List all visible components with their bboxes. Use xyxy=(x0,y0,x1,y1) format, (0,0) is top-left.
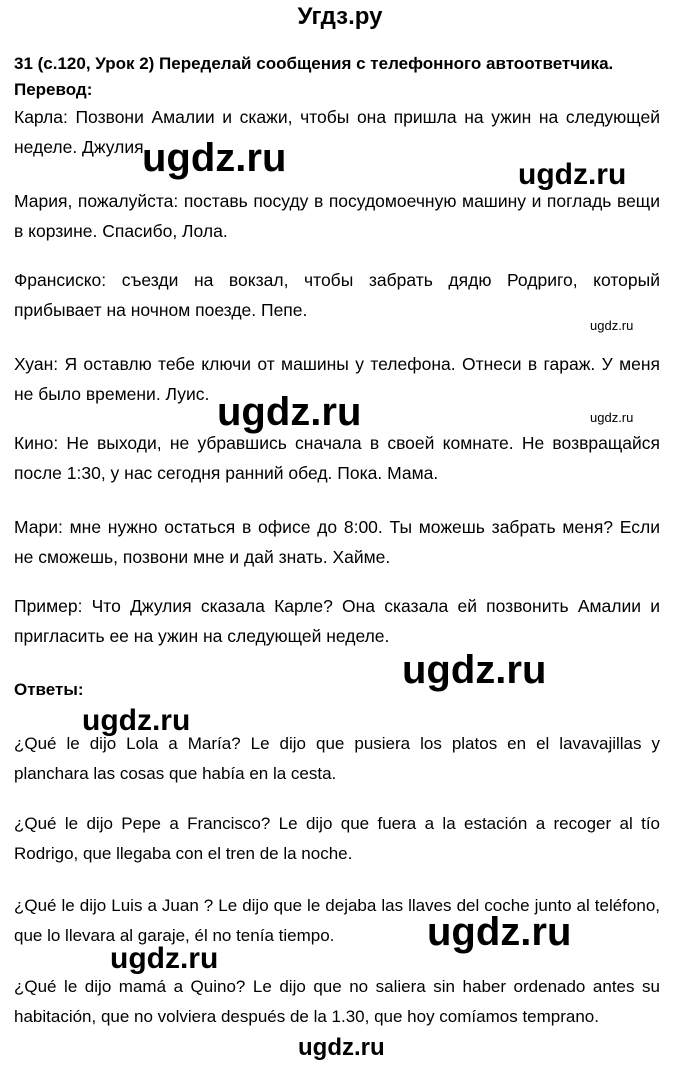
answers-label: Ответы: xyxy=(14,680,84,699)
watermark: ugdz.ru xyxy=(217,390,362,434)
watermark: ugdz.ru xyxy=(142,136,287,180)
watermark: ugdz.ru xyxy=(402,648,547,692)
site-title: Угдз.ру xyxy=(297,3,383,30)
watermark: ugdz.ru xyxy=(427,910,572,954)
answer-paragraph: ¿Qué le dijo mamá a Quino? Le dijo que no saliera sin haber ordenado antes su habitación, que no volviera después de la 1.30, que hoy comíamos temprano. xyxy=(14,977,660,1026)
watermark: ugdz.ru xyxy=(82,704,191,737)
translation-paragraph: Хуан: Я оставлю тебе ключи от машины у телефона. Отнеси в гараж. У меня не было времени. Луис. xyxy=(14,354,660,404)
example-paragraph: Пример: Что Джулия сказала Карле? Она сказала ей позвонить Амалии и пригласить ее на ужин на следующей неделе. xyxy=(14,596,660,646)
watermark: ugdz.ru xyxy=(518,158,627,191)
answer-paragraph: ¿Qué le dijo Luis a Juan ? Le dijo que le dejaba las llaves del coche junto al teléfono, que lo llevara al garaje, él no tenía tiempo. xyxy=(14,896,660,945)
answer-paragraph: ¿Qué le dijo Pepe a Francisco? Le dijo que fuera a la estación a recoger al tío Rodrigo, que llegaba con el tren de la noche. xyxy=(14,814,660,863)
task-title: 31 (с.120, Урок 2) Переделай сообщения с телефонного автоответчика. xyxy=(14,54,614,73)
translation-paragraph: Карла: Позвони Амалии и скажи, чтобы она пришла на ужин на следующей неделе. Джулия xyxy=(14,107,660,157)
translation-paragraph: Мари: мне нужно остаться в офисе до 8:00. Ты можешь забрать меня? Если не сможешь, позвони мне и дай знать. Хайме. xyxy=(14,517,660,567)
translation-paragraph: Мария, пожалуйста: поставь посуду в посудомоечную машину и погладь вещи в корзине. Спасибо, Лола. xyxy=(14,191,660,241)
watermark: ugdz.ru xyxy=(298,1034,385,1061)
answer-paragraph: ¿Qué le dijo Lola a María? Le dijo que pusiera los platos en el lavavajillas y planchara las cosas que había en la cesta. xyxy=(14,734,660,783)
translation-paragraph: Кино: Не выходи, не убравшись сначала в своей комнате. Не возвращайся после 1:30, у нас сегодня ранний обед. Пока. Мама. xyxy=(14,433,660,483)
watermark: ugdz.ru xyxy=(110,942,219,975)
translation-paragraph: Франсиско: съезди на вокзал, чтобы забрать дядю Родриго, который прибывает на ночном поезде. Пепе. xyxy=(14,270,660,320)
watermark: ugdz.ru xyxy=(590,318,634,333)
translation-label: Перевод: xyxy=(14,80,93,99)
watermark: ugdz.ru xyxy=(590,410,634,425)
